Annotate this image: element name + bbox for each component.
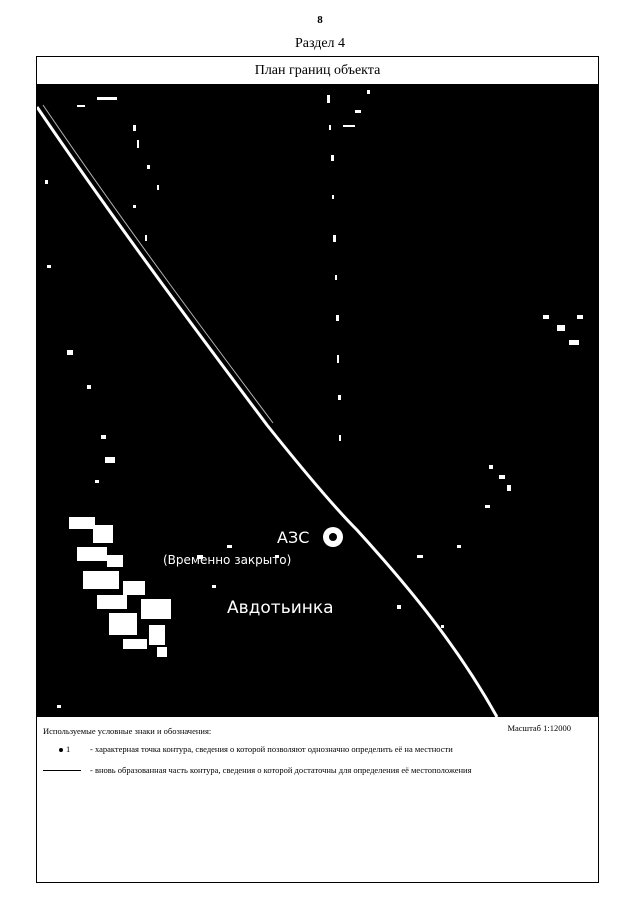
map-label-settlement: Авдотьинка <box>227 598 334 618</box>
legend-item-contour-text: - вновь образованная часть контура, сведения о которой достаточны для определения её местоположения <box>90 765 472 775</box>
legend-title: Используемые условные знаки и обозначения: <box>43 726 212 736</box>
point-symbol: 1 <box>59 744 83 754</box>
section-title: Раздел 4 <box>294 36 346 51</box>
map-scale: Масштаб 1:12000 <box>507 723 571 733</box>
map-label-temporarily-closed: (Временно закрыто) <box>163 553 292 567</box>
page-number: 8 <box>317 14 323 26</box>
satellite-map <box>37 85 598 717</box>
legend-item-point-text: - характерная точка контура, сведения о которой позволяют однозначно определить её на местности <box>90 744 453 754</box>
map-label-azs: АЗС <box>277 528 310 547</box>
map-image <box>37 85 598 717</box>
point-dot-icon <box>59 748 63 752</box>
contour-line-icon <box>43 770 81 771</box>
plan-title: План границ объекта <box>37 57 598 85</box>
plan-frame <box>36 56 599 883</box>
